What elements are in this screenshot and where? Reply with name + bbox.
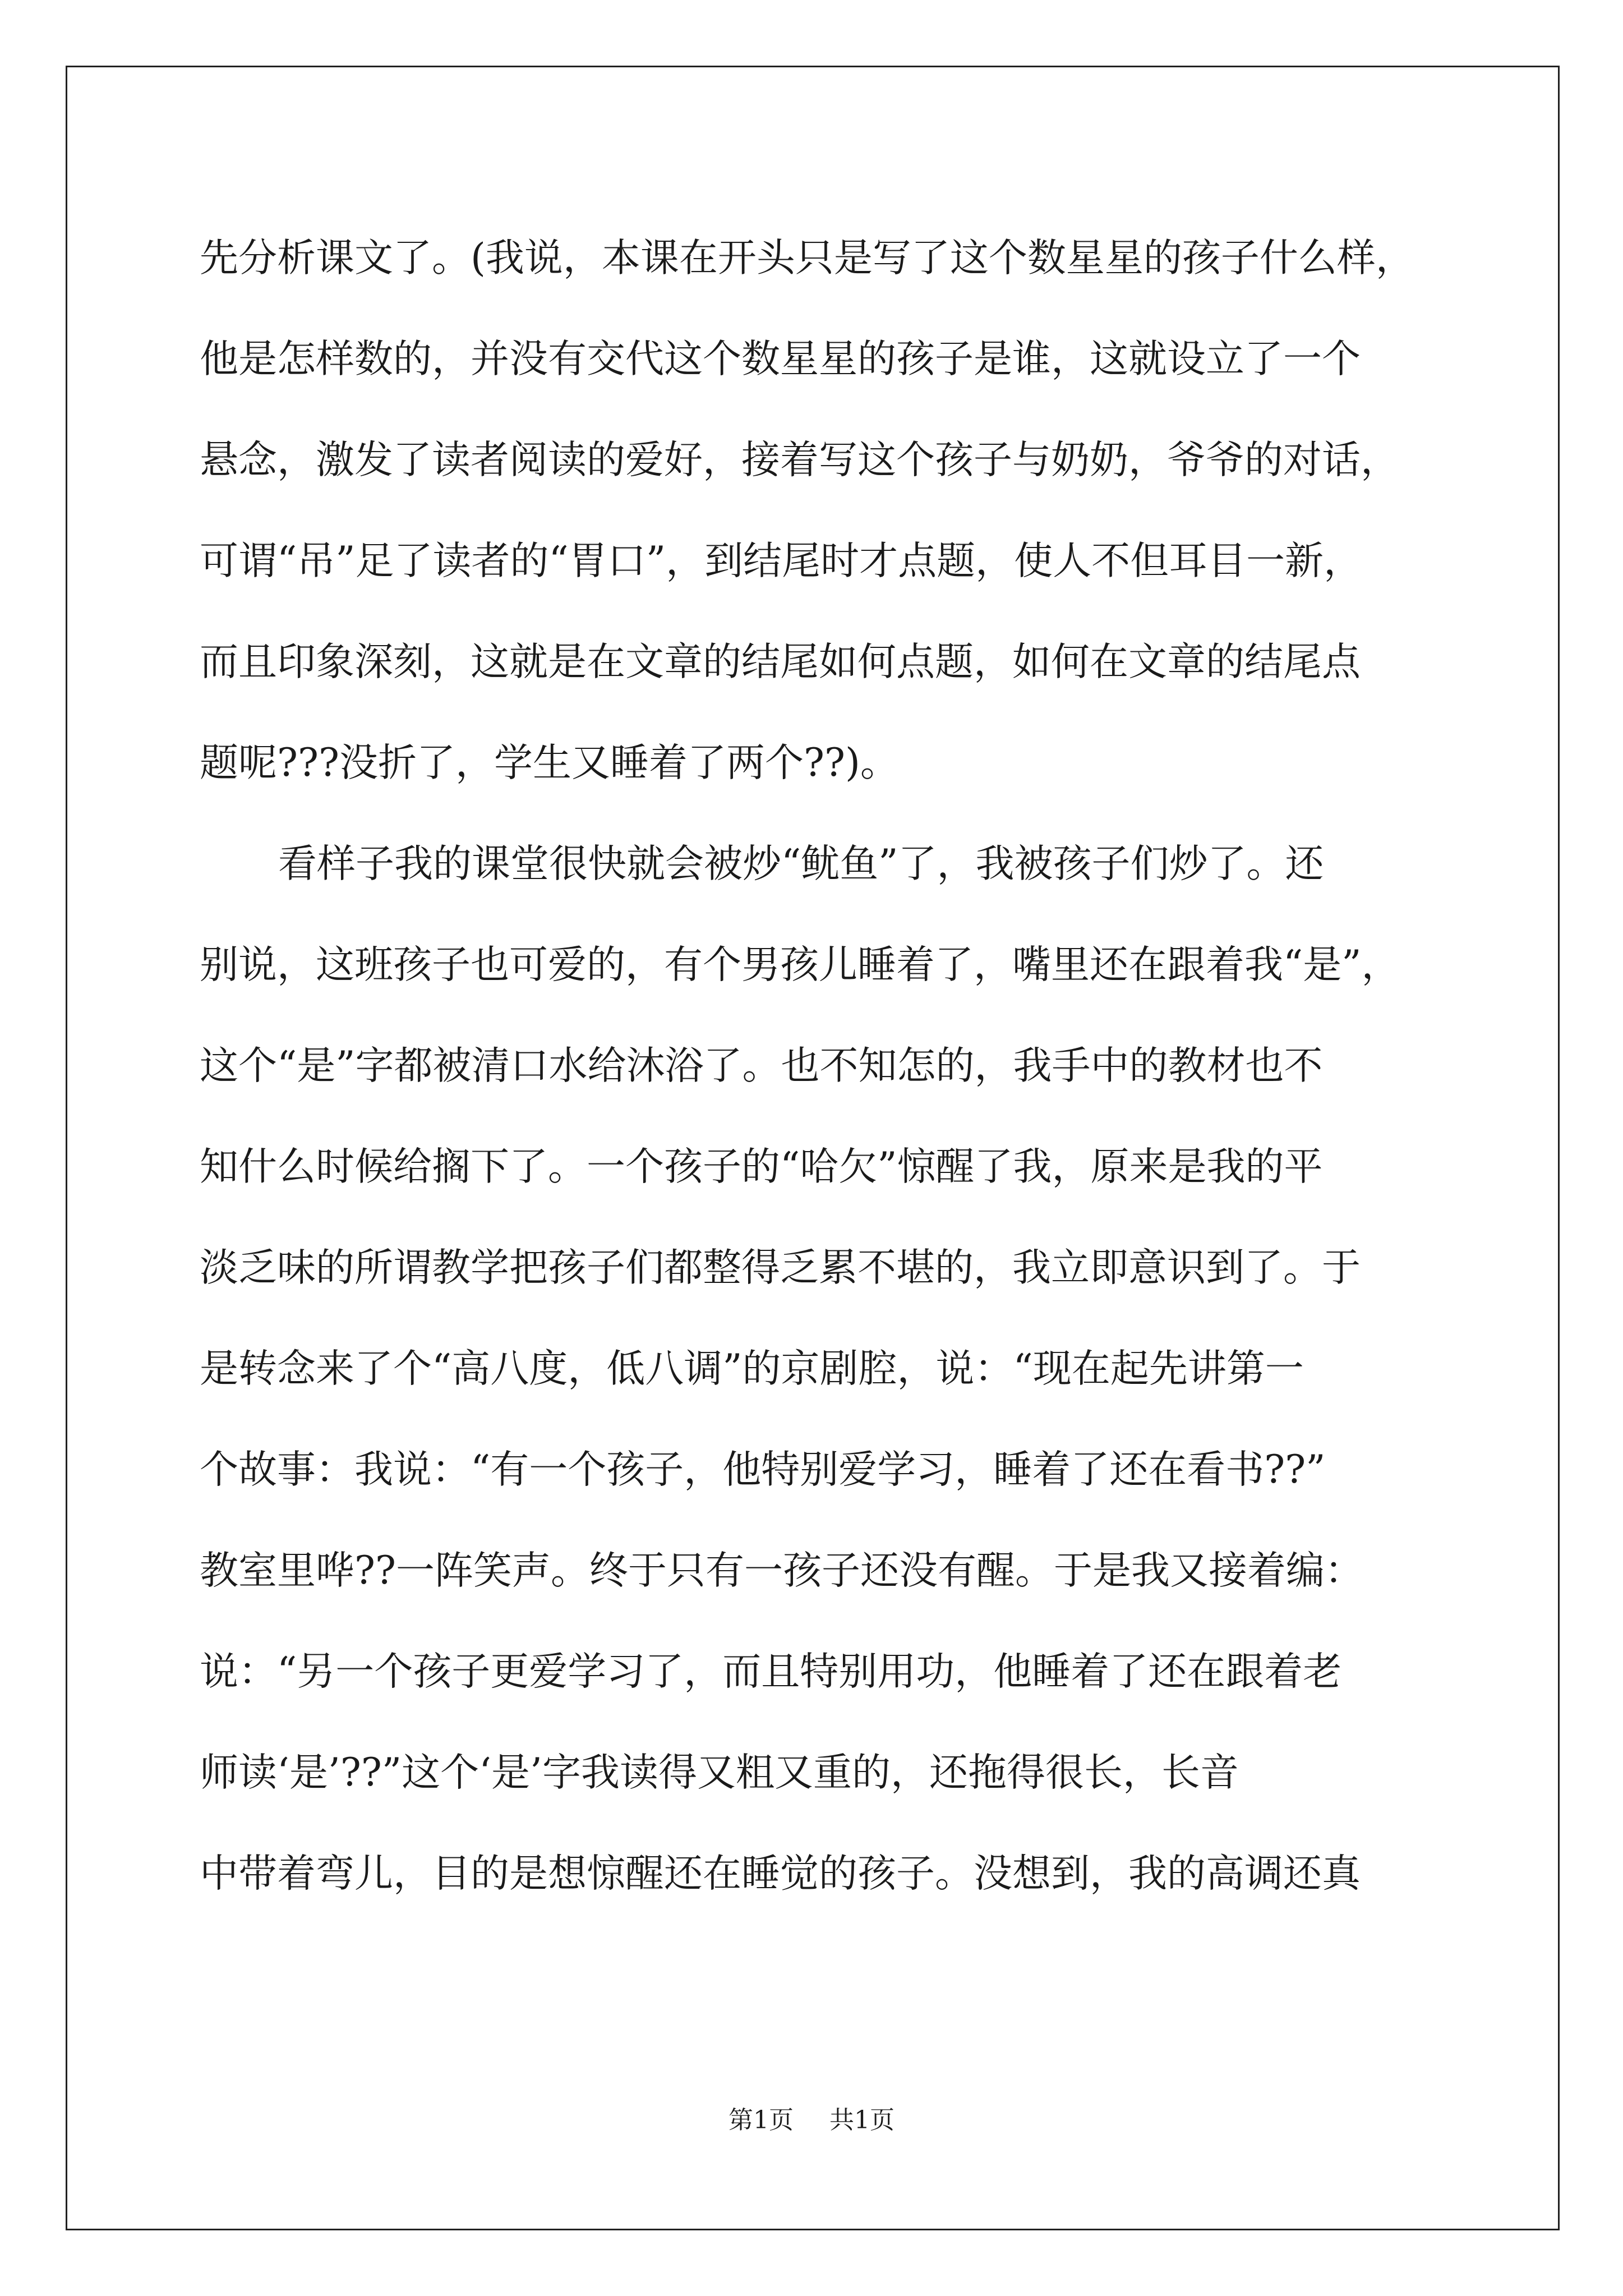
text-line: 而且印象深刻，这就是在文章的结尾如何点题，如何在文章的结尾点 — [200, 639, 1361, 684]
text-line: 他是怎样数的，并没有交代这个数星星的孩子是谁，这就设立了一个 — [200, 337, 1361, 381]
text-line: 淡乏味的所谓教学把孩子们都整得乏累不堪的，我立即意识到了。于 — [200, 1245, 1361, 1290]
text-line: 别说，这班孩子也可爱的，有个男孩儿睡着了，嘴里还在跟着我“是”， — [200, 942, 1400, 987]
text-line: 师读‘是’??”这个‘是’字我读得又粗又重的，还拖得很长，长音 — [200, 1750, 1239, 1795]
page-footer — [0, 2104, 1623, 2137]
text-line: 说：“另一个孩子更爱学习了，而且特别用功，他睡着了还在跟着老 — [200, 1649, 1342, 1694]
text-line: 个故事：我说：“有一个孩子，他特别爱学习，睡着了还在看书??” — [200, 1447, 1326, 1492]
text-line: 可谓“吊”足了读者的“胃口”，到结尾时才点题，使人不但耳目一新， — [200, 539, 1363, 583]
text-line: 悬念，激发了读者阅读的爱好，接着写这个孩子与奶奶，爷爷的对话， — [200, 438, 1399, 482]
document-body — [200, 208, 1433, 1924]
text-line: 是转念来了个“高八度，低八调”的京剧腔，说：“现在起先讲第一 — [200, 1346, 1304, 1391]
page-number: 第1页 — [728, 2106, 794, 2134]
text-line: 知什么时候给搁下了。一个孩子的“哈欠”惊醒了我，原来是我的平 — [200, 1144, 1323, 1189]
text-line: 这个“是”字都被清口水给沐浴了。也不知怎的，我手中的教材也不 — [200, 1043, 1323, 1088]
text-line: 看样子我的课堂很快就会被炒“鱿鱼”了，我被孩子们炒了。还 — [278, 841, 1324, 886]
text-line: 中带着弯儿，目的是想惊醒还在睡觉的孩子。没想到，我的高调还真 — [200, 1851, 1361, 1896]
page-total: 共1页 — [829, 2106, 895, 2134]
text-line: 先分析课文了。(我说，本课在开头只是写了这个数星星的孩子什么样， — [200, 236, 1414, 280]
text-line: 题呢???没折了，学生又睡着了两个??)。 — [200, 740, 899, 785]
text-line: 教室里哗??一阵笑声。终于只有一孩子还没有醒。于是我又接着编： — [200, 1548, 1363, 1593]
